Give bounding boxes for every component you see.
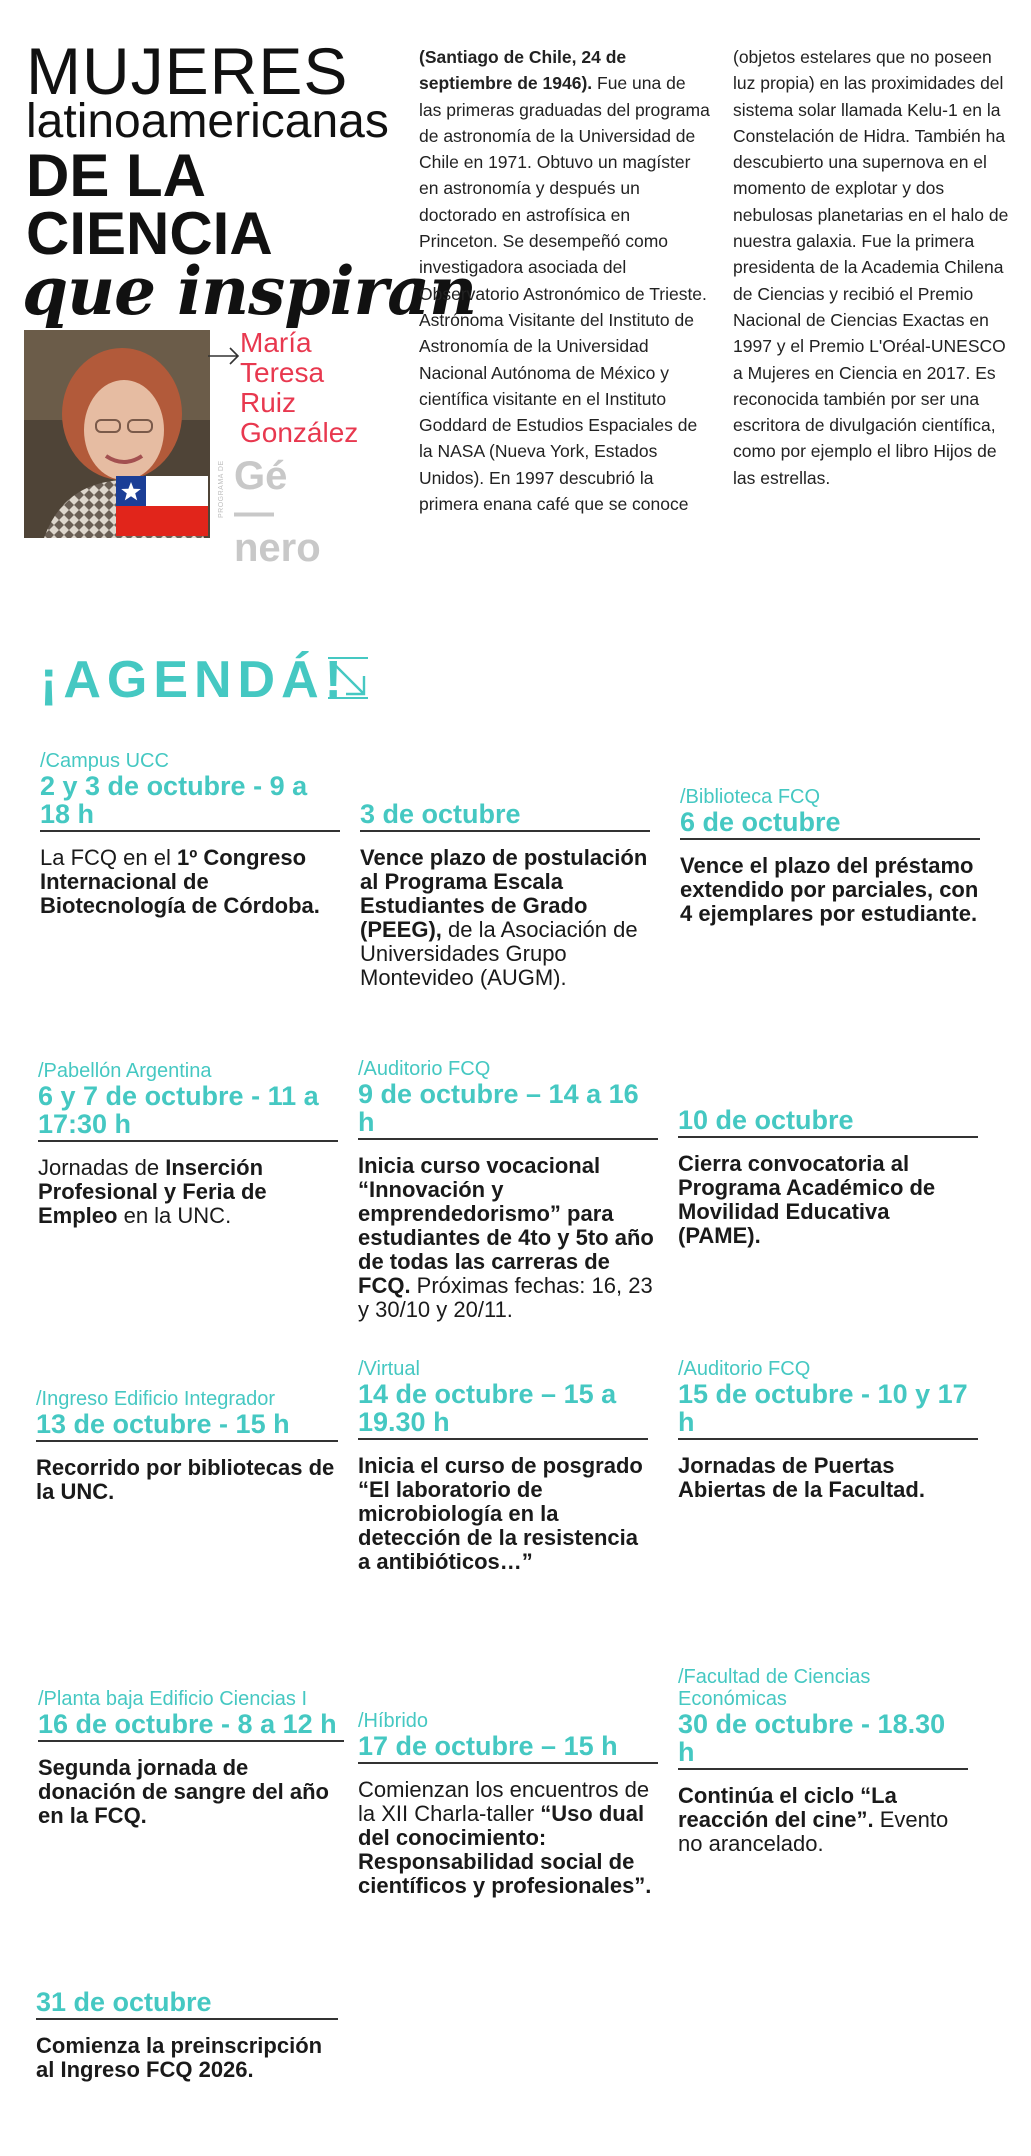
event-description-segment: Inserción Profesional y Feria de Empleo [38,1155,267,1228]
event-item [38,1060,338,1228]
event-description-segment: Continúa el ciclo “La reacción del cine”. [678,1783,897,1832]
event-description [38,1756,344,1828]
bio-text-2: (objetos estelares que no poseen luz propia) en las proximidades del sistema solar llamada Kelu-1 en la Constelación de Hidra. También ha descubierto una supernova en el momento de explotar y dos nebulosas planetarias en el halo de nuestra galaxia. Fue la primera presidenta de la Academia Chilena de Ciencias y recibió el Premio Nacional de Ciencias Exactas en 1997 y el Premio L'Oréal-UNESCO a Mujeres en Ciencia en 2017. Es reconocida también por ser una escritora de divulgación científica, como por ejemplo el libro Hijos de las estrellas. [733,47,1009,488]
event-date: 31 de octubre [36,1988,338,2020]
event-description-segment: Vence plazo de postulación al Programa Escala Estudiantes de Grado (PEEG), [360,845,648,942]
event-location: /Campus UCC [40,750,169,772]
event-description [358,1778,658,1898]
event-location: /Auditorio FCQ [358,1058,491,1080]
event-description [678,1454,978,1502]
name-middle: Teresa [240,357,325,388]
event-date: 6 de octubre [680,808,980,840]
event-date: 6 y 7 de octubre - 11 a 17:30 h [38,1082,338,1142]
event-description [678,1784,968,1856]
arrow-right-icon [206,344,242,368]
event-item [358,1058,658,1322]
event-item [36,1388,338,1504]
logo-line-2: nero [234,526,321,570]
event-description [680,854,980,926]
event-description-segment: “Uso dual del conocimiento: Responsabilidad social de científicos y profesionales”. [358,1801,652,1898]
event-item [40,750,340,918]
event-date: 10 de octubre [678,1106,978,1138]
event-description [678,1152,978,1248]
event-date: 15 de octubre - 10 y 17 h [678,1380,978,1440]
event-description-segment: Inicia curso vocacional “Innovación y emprendedorismo” para estudiantes de 4to y 5to año de todas las carreras de FCQ. [358,1153,654,1298]
event-item [360,800,650,990]
event-item [358,1358,648,1574]
event-description-segment: 1º Congreso Internacional de Biotecnología de Córdoba. [40,845,320,918]
logo-line-1: Gé — [234,454,288,534]
event-date: 17 de octubre – 15 h [358,1732,658,1764]
event-item [680,786,980,926]
headline-ciencia: CIENCIA [26,200,273,267]
logo-program-label: PROGRAMA DE [218,460,225,518]
headline-que-inspiran: que inspiran [22,252,477,330]
event-description-segment: Recorrido por bibliotecas de la UNC. [36,1455,335,1504]
event-item [678,1666,968,1856]
event-description [360,846,650,990]
event-location: /Pabellón Argentina [38,1060,212,1082]
event-description [36,2034,338,2082]
event-item [38,1688,344,1828]
bio-column-1 [419,44,711,517]
event-location: /Ingreso Edificio Integrador [36,1388,276,1410]
chile-flag-icon [116,476,208,536]
event-date: 3 de octubre [360,800,650,832]
bio-text-1: Fue una de las primeras graduadas del programa de astronomía de la Universidad de Chile en 1971. Obtuvo un magíster en astronomía y después un doctorado en astrofísica en Princeton. Se desempeñó como investigadora asociada del Observatorio Astronómico de Trieste. Astrónoma Visitante del Instituto de Astronomía de la Universidad Nacional Autónoma de México y científica visitante en el Instituto Goddard de Estudios Espaciales de la NASA (Nueva York, Estados Unidos). En 1997 descubrió la primera enana café que se conoce [419,73,710,515]
name-last1: Ruiz [240,387,297,418]
event-item [678,1358,978,1502]
arrow-down-right-icon [326,656,370,700]
person-name [240,328,358,448]
event-location: /Híbrido [358,1710,429,1732]
event-description [38,1156,338,1228]
event-location: /Planta baja Edificio Ciencias I [38,1688,308,1710]
event-item [36,1988,338,2082]
bio-birth: (Santiago de Chile, 24 de septiembre de 1946). [419,47,627,94]
event-description-segment: Inicia el curso de posgrado “El laboratorio de microbiología en la detección de la resistencia a antibióticos…” [358,1453,643,1574]
event-description-segment: Jornadas de Puertas Abiertas de la Facultad. [678,1453,925,1502]
event-description-segment: La FCQ en el [40,845,177,870]
agenda-title: ¡AGENDÁ! [40,651,348,709]
event-location: /Auditorio FCQ [678,1358,811,1380]
event-description-segment: en la UNC. [117,1203,232,1228]
event-item [358,1710,658,1898]
event-description-segment: Próximas fechas: 16, 23 y 30/10 y 20/11. [358,1273,653,1322]
event-description-segment: Segunda jornada de donación de sangre del año en la FCQ. [38,1755,329,1828]
headline-latinoamericanas: latinoamericanas [26,95,389,148]
event-description-segment: de la Asociación de Universidades Grupo Montevideo (AUGM). [360,917,638,990]
event-date: 30 de octubre - 18.30 h [678,1710,968,1770]
event-date: 2 y 3 de octubre - 9 a 18 h [40,772,340,832]
bio-column-2 [733,44,1019,491]
event-date: 16 de octubre - 8 a 12 h [38,1710,344,1742]
event-date: 13 de octubre - 15 h [36,1410,338,1442]
event-description [358,1154,658,1322]
event-description [36,1456,338,1504]
name-first: María [240,327,312,358]
event-description [358,1454,648,1574]
event-location: /Biblioteca FCQ [680,786,821,808]
event-description-segment: Jornadas de [38,1155,166,1180]
event-location: /Virtual [358,1358,420,1380]
event-description-segment: Cierra convocatoria al Programa Académico de Movilidad Educativa (PAME). [678,1151,936,1248]
event-description [40,846,340,918]
headline-mujeres: MUJERES [26,34,349,108]
event-description-segment: Vence el plazo del préstamo extendido por parciales, con 4 ejemplares por estudiante. [680,853,979,926]
name-last2: González [240,417,359,448]
event-description-segment: Evento no arancelado. [678,1807,949,1856]
event-date: 9 de octubre – 14 a 16 h [358,1080,658,1140]
event-description-segment: Comienzan los encuentros de la XII Charla-taller [358,1777,650,1826]
programa-genero-logo [218,454,330,570]
headline-de-la: DE LA [26,142,206,209]
event-location: /Facultad de Ciencias Económicas [678,1666,871,1710]
event-item [678,1106,978,1248]
logo-genero-text [234,454,330,570]
event-date: 14 de octubre – 15 a 19.30 h [358,1380,648,1440]
event-description-segment: Comienza la preinscripción al Ingreso FCQ 2026. [36,2033,323,2082]
